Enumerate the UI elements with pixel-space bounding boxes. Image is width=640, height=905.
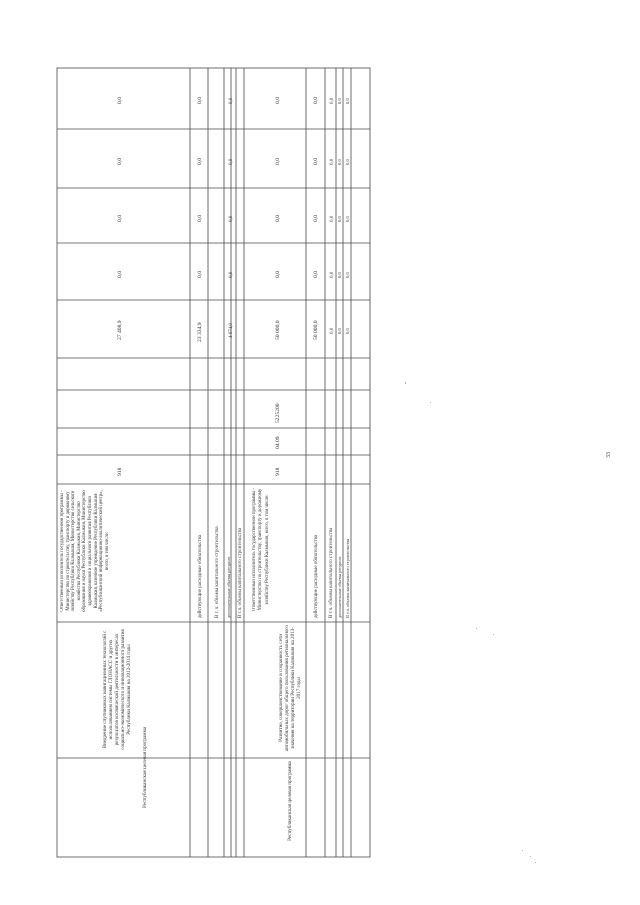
p2-sub-2-v3: 0,0 bbox=[337, 159, 342, 165]
p2-sub-3-v0: 0,0 bbox=[345, 328, 350, 334]
program-1-executor-text: Ответственный исполнитель государственной программы - Министерство по строительству, транспорту и дорожному хозяйству Республики Калмыкия, Министерство сельского хозяйства Республики Калмыкия, Министерство образования и науки Республики Калмыкия, Министерство здравоохранения и социального развития Республики Калмыкия, казенное учреждение Республики Калмыкия «Республиканский информационно-аналитический центр», всего, в том числе: bbox=[60, 490, 110, 612]
p2-sub-0-v4: 0,0 bbox=[313, 97, 319, 104]
p2-sub-0-v1: 0,0 bbox=[313, 271, 319, 278]
p2-total-2012: 50 000,0 bbox=[275, 320, 281, 340]
p1-sub-0-v4: 0,0 bbox=[197, 97, 203, 104]
p1-sub-1-label: В т. ч. объемы капитального строительства bbox=[215, 526, 220, 618]
p2-sub-3-v4: 0,0 bbox=[345, 98, 350, 104]
p2-sub-2-v2: 0,0 bbox=[337, 216, 342, 222]
p2-total-2016: 0,0 bbox=[275, 97, 281, 104]
p2-sub-1-v1: 0,0 bbox=[330, 271, 335, 278]
p1-sub-2-v2: 0,0 bbox=[229, 215, 234, 222]
p1-sub-3-label: В т.ч. объемы капитального строительства bbox=[238, 527, 243, 618]
program-1-name-text: Внедрение спутниковых навигационных технологий с использованием системы ГЛОНАСС и других результатов космической деятельности в интересах социально-экономического и инновационного развития Республики Калмыкия на 2012-2014 годы bbox=[102, 629, 133, 750]
p2-sub-2-label: дополнительные объемы ресурсов bbox=[337, 556, 342, 618]
p2-total-2013: 0,0 bbox=[275, 271, 281, 278]
program-2-name-text: Развитие, совершенствование и сохранность сети автомобильных дорог общего пользования регионального значения на территории Республики Калмыкия на 2013-2017 годы bbox=[278, 625, 303, 751]
p2-sub-0-v0: 50 000,0 bbox=[313, 320, 319, 340]
p1-sub-0-v0: 23 334,9 bbox=[197, 322, 203, 342]
p1-sub-0-v1: 0,0 bbox=[197, 271, 203, 278]
program-2-name bbox=[278, 624, 308, 752]
p2-sub-0-v3: 0,0 bbox=[313, 158, 319, 165]
p2-sub-2-v1: 0,0 bbox=[337, 272, 342, 278]
p2-sub-3-label: В т.ч. объемы капитального строительства bbox=[345, 538, 350, 618]
program-1-executor bbox=[60, 490, 188, 612]
p2-sub-3-v3: 0,0 bbox=[345, 159, 350, 165]
program-1-name bbox=[102, 627, 174, 752]
p1-sub-0-v3: 0,0 bbox=[197, 158, 203, 165]
p2-total-2014: 0,0 bbox=[275, 215, 281, 222]
program-2-executor-text: Ответственный исполнитель государственной программы - Министерство по строительству, транспорту и дорожному хозяйству Республики Калмыкия, всего, в том числе: bbox=[252, 487, 270, 612]
page-number-text: 33 bbox=[606, 452, 612, 458]
program-2-grbs: 918 bbox=[275, 467, 281, 476]
p1-total-2016: 0,0 bbox=[117, 97, 123, 104]
p2-sub-1-label: В т.ч. объемы капитального строительства bbox=[329, 527, 334, 618]
p2-sub-3-v2: 0,0 bbox=[345, 216, 350, 222]
program-2-executor bbox=[252, 487, 304, 612]
p2-sub-0-label: действующие расходные обязательства bbox=[314, 534, 319, 618]
p1-total-2013: 0,0 bbox=[117, 271, 123, 278]
p1-total-2015: 0,0 bbox=[117, 158, 123, 165]
p1-sub-2-v3: 0,0 bbox=[229, 158, 234, 165]
p1-sub-2-label: дополнительные объемы ресурсов bbox=[226, 556, 231, 618]
page-number bbox=[606, 452, 612, 458]
p1-sub-2-v1: 0,0 bbox=[229, 271, 234, 278]
program-2-csr: 5225200 bbox=[275, 403, 281, 423]
program-2-type bbox=[287, 760, 307, 842]
program-2-type-text: Республиканская целевая программа bbox=[287, 761, 293, 841]
program-1-grbs bbox=[117, 467, 123, 476]
p1-total-2012: 27 408,9 bbox=[117, 320, 123, 340]
p2-sub-2-v4: 0,0 bbox=[337, 98, 342, 104]
program-2-rzpr: 04 09 bbox=[275, 436, 281, 449]
p2-sub-0-v2: 0,0 bbox=[313, 215, 319, 222]
program-1-type-text: Республиканская целевая программа bbox=[142, 726, 148, 808]
p2-sub-2-v0: 0,0 bbox=[337, 328, 342, 334]
p1-total-2014: 0,0 bbox=[117, 215, 123, 222]
p1-sub-2-v4: 0,0 bbox=[229, 97, 234, 104]
p1-sub-0-label: действующие расходные обязательства bbox=[198, 534, 203, 618]
p2-sub-1-v2: 0,0 bbox=[330, 215, 335, 222]
p2-sub-3-v1: 0,0 bbox=[345, 272, 350, 278]
scan-specks bbox=[405, 382, 536, 863]
p2-sub-1-v0: 0,0 bbox=[330, 327, 335, 334]
p2-total-2015: 0,0 bbox=[275, 158, 281, 165]
program-1-grbs-text: 918 bbox=[117, 467, 123, 476]
p1-sub-2-v0: 4 074,0 bbox=[229, 323, 234, 338]
p2-sub-1-v3: 0,0 bbox=[330, 158, 335, 165]
p1-sub-0-v2: 0,0 bbox=[197, 215, 203, 222]
p2-sub-1-v4: 0,0 bbox=[330, 97, 335, 104]
